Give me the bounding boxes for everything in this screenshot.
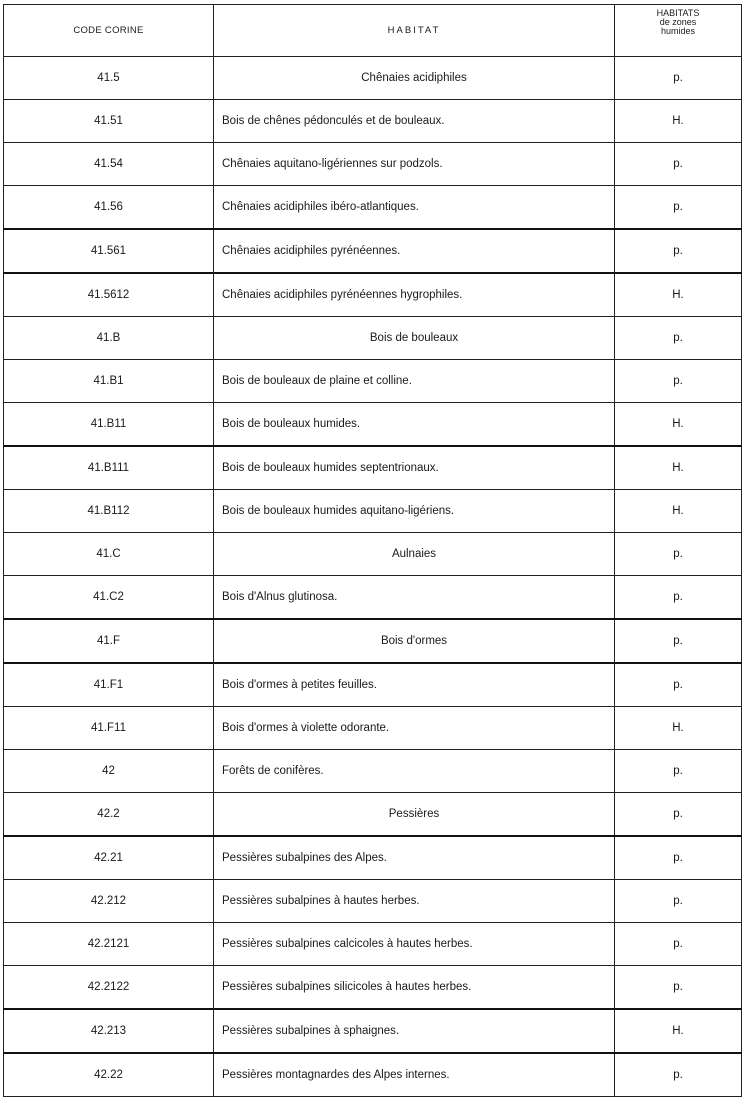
zones-humides-cell: p. (615, 966, 742, 1010)
habitat-cell: Bois de bouleaux humides septentrionaux. (214, 446, 615, 490)
header-zones-humides (615, 5, 742, 57)
zones-humides-cell: H. (615, 707, 742, 750)
code-cell: 41.B1 (4, 360, 214, 403)
code-cell: 41.51 (4, 100, 214, 143)
habitat-cell: Bois de bouleaux de plaine et colline. (214, 360, 615, 403)
code-cell: 42.22 (4, 1053, 214, 1097)
code-cell: 41.561 (4, 229, 214, 273)
zones-humides-cell: p. (615, 619, 742, 663)
zones-humides-cell: p. (615, 533, 742, 576)
habitat-cell: Bois d'Alnus glutinosa. (214, 576, 615, 620)
table-row (4, 576, 742, 620)
zones-humides-cell: p. (615, 1053, 742, 1097)
habitat-cell: Pessières montagnardes des Alpes internes. (214, 1053, 615, 1097)
table-row (4, 57, 742, 100)
table-row (4, 100, 742, 143)
zones-humides-cell: p. (615, 923, 742, 966)
zones-humides-cell: H. (615, 446, 742, 490)
habitat-cell: Bois de bouleaux humides aquitano-ligériens. (214, 490, 615, 533)
table-row (4, 793, 742, 837)
habitat-cell: Forêts de conifères. (214, 750, 615, 793)
habitat-table (3, 4, 742, 1097)
header-zones-line2: de zones (659, 17, 697, 27)
zones-humides-cell: p. (615, 793, 742, 837)
table-row (4, 836, 742, 880)
habitat-cell: Bois de chênes pédonculés et de bouleaux. (214, 100, 615, 143)
code-cell: 41.F1 (4, 663, 214, 707)
table-row (4, 360, 742, 403)
habitat-cell: Aulnaies (214, 533, 615, 576)
table-row (4, 880, 742, 923)
table-row (4, 490, 742, 533)
code-cell: 42.2122 (4, 966, 214, 1010)
table-row (4, 966, 742, 1010)
header-zones-line3: humides (660, 26, 696, 36)
habitat-cell: Pessières subalpines des Alpes. (214, 836, 615, 880)
habitat-cell: Pessières (214, 793, 615, 837)
table-row (4, 143, 742, 186)
code-cell: 41.C (4, 533, 214, 576)
code-cell: 42.21 (4, 836, 214, 880)
code-cell: 41.54 (4, 143, 214, 186)
table-row (4, 1009, 742, 1053)
table-row (4, 923, 742, 966)
code-cell: 42.213 (4, 1009, 214, 1053)
zones-humides-cell: p. (615, 57, 742, 100)
code-cell: 42.2121 (4, 923, 214, 966)
code-cell: 41.5 (4, 57, 214, 100)
code-cell: 42 (4, 750, 214, 793)
table-row (4, 403, 742, 447)
code-cell: 41.5612 (4, 273, 214, 317)
habitat-cell: Bois de bouleaux humides. (214, 403, 615, 447)
code-cell: 42.2 (4, 793, 214, 837)
zones-humides-cell: H. (615, 100, 742, 143)
table-row (4, 446, 742, 490)
habitat-cell: Chênaies acidiphiles pyrénéennes hygrophiles. (214, 273, 615, 317)
habitat-cell: Bois de bouleaux (214, 317, 615, 360)
zones-humides-cell: H. (615, 273, 742, 317)
zones-humides-cell: p. (615, 880, 742, 923)
zones-humides-cell: H. (615, 490, 742, 533)
code-cell: 41.C2 (4, 576, 214, 620)
zones-humides-cell: p. (615, 663, 742, 707)
habitat-cell: Chênaies acidiphiles pyrénéennes. (214, 229, 615, 273)
habitat-cell: Pessières subalpines calcicoles à hautes herbes. (214, 923, 615, 966)
habitat-cell: Pessières subalpines à hautes herbes. (214, 880, 615, 923)
habitat-cell: Bois d'ormes à violette odorante. (214, 707, 615, 750)
habitat-cell: Chênaies acidiphiles ibéro-atlantiques. (214, 186, 615, 230)
code-cell: 41.B11 (4, 403, 214, 447)
header-zones-line1: HABITATS (656, 8, 700, 18)
table-row (4, 229, 742, 273)
code-cell: 41.F (4, 619, 214, 663)
habitat-cell: Pessières subalpines silicicoles à hautes herbes. (214, 966, 615, 1010)
zones-humides-cell: p. (615, 143, 742, 186)
habitat-cell: Chênaies acidiphiles (214, 57, 615, 100)
habitat-cell: Pessières subalpines à sphaignes. (214, 1009, 615, 1053)
habitat-cell: Bois d'ormes (214, 619, 615, 663)
zones-humides-cell: p. (615, 186, 742, 230)
zones-humides-cell: H. (615, 403, 742, 447)
table-row (4, 707, 742, 750)
code-cell: 41.B111 (4, 446, 214, 490)
table-row (4, 619, 742, 663)
zones-humides-cell: H. (615, 1009, 742, 1053)
code-cell: 41.F11 (4, 707, 214, 750)
table-row (4, 533, 742, 576)
code-cell: 41.56 (4, 186, 214, 230)
zones-humides-cell: p. (615, 576, 742, 620)
zones-humides-cell: p. (615, 750, 742, 793)
table-row (4, 186, 742, 230)
table-row (4, 750, 742, 793)
table-row (4, 663, 742, 707)
habitat-cell: Chênaies aquitano-ligériennes sur podzols. (214, 143, 615, 186)
code-cell: 41.B112 (4, 490, 214, 533)
zones-humides-cell: p. (615, 229, 742, 273)
table-row (4, 317, 742, 360)
zones-humides-cell: p. (615, 836, 742, 880)
code-cell: 41.B (4, 317, 214, 360)
code-cell: 42.212 (4, 880, 214, 923)
table-row (4, 1053, 742, 1097)
zones-humides-cell: p. (615, 317, 742, 360)
habitat-cell: Bois d'ormes à petites feuilles. (214, 663, 615, 707)
header-habitat: HABITAT (214, 5, 615, 57)
header-code: CODE CORINE (4, 5, 214, 57)
zones-humides-cell: p. (615, 360, 742, 403)
table-header (4, 5, 742, 57)
table-row (4, 273, 742, 317)
